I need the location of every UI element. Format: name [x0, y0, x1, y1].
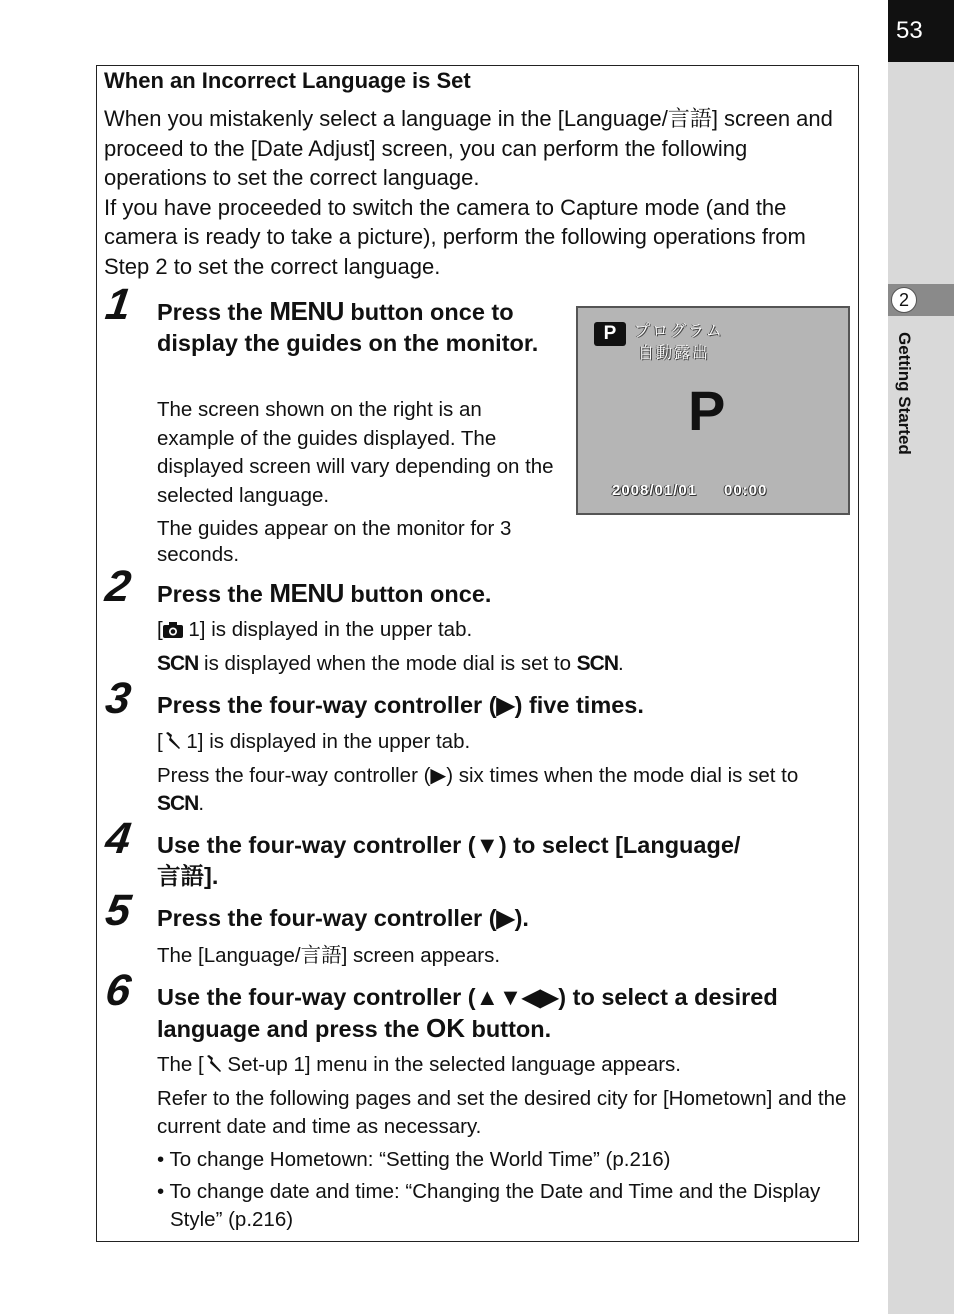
step-text: The [ Set-up 1] menu in the selected language appears. Refer to the following pages and set the desired city for [Hometown] and the current date and time as necessary. • To change Hometown: “Setting the World Time” (p.216) • To change date and time: “Changing the Date and Time and the Display Style” (p.216) [157, 1051, 849, 1233]
guide-text: 自動露出 [638, 345, 711, 362]
step-text: [ 1] is displayed in the upper tab. Press the four-way controller (▶) six times when the mode dial is set to SCN. [157, 730, 799, 815]
scn-mode-icon: SCN [157, 651, 199, 675]
side-tab [888, 0, 954, 1314]
note-paragraph: When you mistakenly select a language in the [Language/言語] screen and proceed to the [Date Adjust] screen, you can perform the following operations to set the correct language. [104, 106, 833, 190]
note-title: When an Incorrect Language is Set [104, 68, 471, 93]
camera-icon [163, 622, 183, 638]
monitor-screen-illustration [576, 306, 850, 515]
time-readout: 00:00 [724, 482, 768, 499]
chapter-title: Getting Started [895, 332, 914, 455]
menu-button-icon: MENU [269, 578, 344, 608]
step-heading: Press the MENU button once. [157, 578, 492, 608]
step-heading: Press the four-way controller (▶) five times. [157, 692, 644, 718]
bullet-item: • To change Hometown: “Setting the World Time” (p.216) [157, 1147, 671, 1171]
note-body [104, 104, 852, 281]
step-number: 6 [102, 966, 134, 1015]
step-heading: Press the MENU button once to display the guides on the monitor. [157, 296, 539, 356]
mode-badge: P [594, 322, 626, 346]
step-text: The [Language/言語] screen appears. [157, 944, 501, 967]
step-text: [ 1] is displayed in the upper tab. SCN is displayed when the mode dial is set to SCN. [157, 618, 624, 675]
wrench-icon [204, 1055, 222, 1073]
page-number: 53 [888, 0, 954, 62]
step-text: The screen shown on the right is an example of the guides displayed. The displayed screen will vary depending on the selected language. The guides appear on the monitor for 3 seconds. [157, 398, 554, 566]
step-number: 3 [102, 674, 134, 723]
scn-mode-icon: SCN [157, 792, 199, 815]
step-number: 5 [102, 886, 134, 935]
wrench-icon [163, 732, 181, 750]
date-readout: 2008/01/01 [612, 482, 698, 499]
step-number: 1 [102, 280, 134, 329]
mode-letter: P [688, 379, 726, 442]
step-number: 4 [102, 814, 134, 863]
step-heading: Press the four-way controller (▶). [157, 905, 529, 931]
step-heading: Use the four-way controller (▼) to select [Language/ 言語]. [157, 832, 741, 889]
step-heading: Use the four-way controller (▲▼◀▶) to select a desired language and press the OK button. [157, 984, 778, 1043]
bullet-item: • To change date and time: “Changing the Date and Time and the Display [157, 1180, 821, 1203]
menu-button-icon: MENU [269, 296, 344, 326]
step-number: 2 [102, 562, 134, 611]
guide-text: プログラム [634, 323, 724, 340]
ok-button-icon: OK [426, 1012, 466, 1043]
note-paragraph: If you have proceeded to switch the camera to Capture mode (and the camera is ready to take a picture), perform the following operations from Step 2 to set the correct language. [104, 194, 806, 279]
scn-mode-icon: SCN [576, 651, 619, 675]
chapter-number: 2 [891, 287, 917, 313]
bullet-item-cont: Style” (p.216) [170, 1207, 294, 1231]
